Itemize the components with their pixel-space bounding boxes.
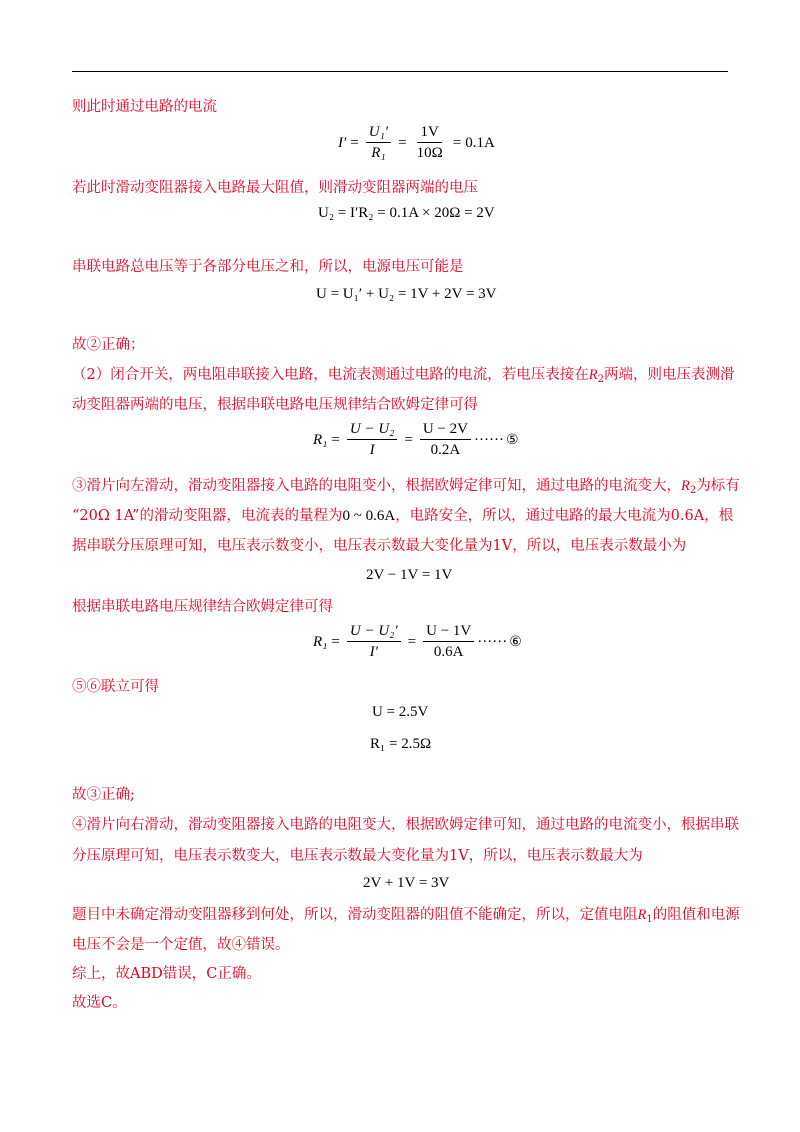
formula-r1-result: R₁ = 2.5Ω [370, 736, 432, 752]
text-line: 若此时滑动变阻器接入电路最大阻值，则滑动变阻器两端的电压 [72, 180, 478, 196]
text-line: ③滑片向左滑动，滑动变阻器接入电路的电阻变小，根据欧姆定律可知，通过电路的电流变大，$R_2$为标有 [72, 478, 740, 496]
header-rule [72, 71, 728, 72]
text-line: 故②正确； [72, 337, 145, 353]
text-line: 据串联分压原理可知，电压表示数变小，电压表示数最大变化量为1V，所以，电压表示数最小为 [72, 538, 687, 554]
formula-min-voltage: 2V − 1V = 1V [366, 567, 453, 583]
text-line: 故选C。 [72, 995, 127, 1011]
formula-max-voltage: 2V + 1V = 3V [363, 875, 450, 891]
text-line: 动变阻器两端的电压，根据串联电路电压规律结合欧姆定律可得 [72, 397, 478, 413]
text-line: ④滑片向右滑动，滑动变阻器接入电路的电阻变大，根据欧姆定律可知，通过电路的电流变小，根据串联 [72, 817, 739, 833]
formula-r1-eq6: R₁ = $\frac{\text{U − U₂′}}{I'}$ = $\frac{U - 1V}{0.6A}$ ······ ⑥ [313, 623, 522, 660]
text-line: 根据串联电路电压规律结合欧姆定律可得 [72, 599, 333, 615]
text-line: ⑤⑥联立可得 [72, 679, 159, 695]
text-line: 故③正确; [72, 787, 135, 803]
formula-r1-eq5: R₁ = $\frac{\text{U − U₂}}{I}$ = $\frac{U - 2V}{0.2A}$ ······ ⑤ [313, 421, 519, 458]
text-line: 题目中未确定滑动变阻器移到何处，所以，滑动变阻器的阻值不能确定，所以，定值电阻$R_1$的阻值和电源 [72, 907, 740, 925]
text-line: “20Ω 1A”的滑动变阻器，电流表的量程为0 ~ 0.6A，电路安全，所以，通过电路的最大电流为0.6A，根 [72, 508, 734, 524]
text-line: 则此时通过电路的电流 [72, 99, 217, 115]
formula-total-voltage: U = U₁′ + U₂ = 1V + 2V = 3V [316, 286, 497, 302]
formula-u-result: U = 2.5V [372, 704, 429, 720]
text-line: 串联电路总电压等于各部分电压之和，所以，电源电压可能是 [72, 259, 464, 275]
text-line: 综上，故ABD错误，C正确。 [72, 966, 261, 982]
formula-u2: U₂ = I′R₂ = 0.1A × 20Ω = 2V [318, 205, 495, 221]
text-line: 电压不会是一个定值，故④错误。 [72, 937, 290, 953]
text-line: 分压原理可知，电压表示数变大，电压表示数最大变化量为1V，所以，电压表示数最大为 [72, 848, 643, 864]
text-line: （2）闭合开关，两电阻串联接入电路，电流表测通过电路的电流，若电压表接在$R_2$两端，则电压表测滑 [72, 367, 735, 385]
formula-current: I′ = $\frac{\text{U₁′}}{\text{R₁}}$ = $\frac{1V}{10\Omega}$ = 0.1A [338, 124, 495, 161]
